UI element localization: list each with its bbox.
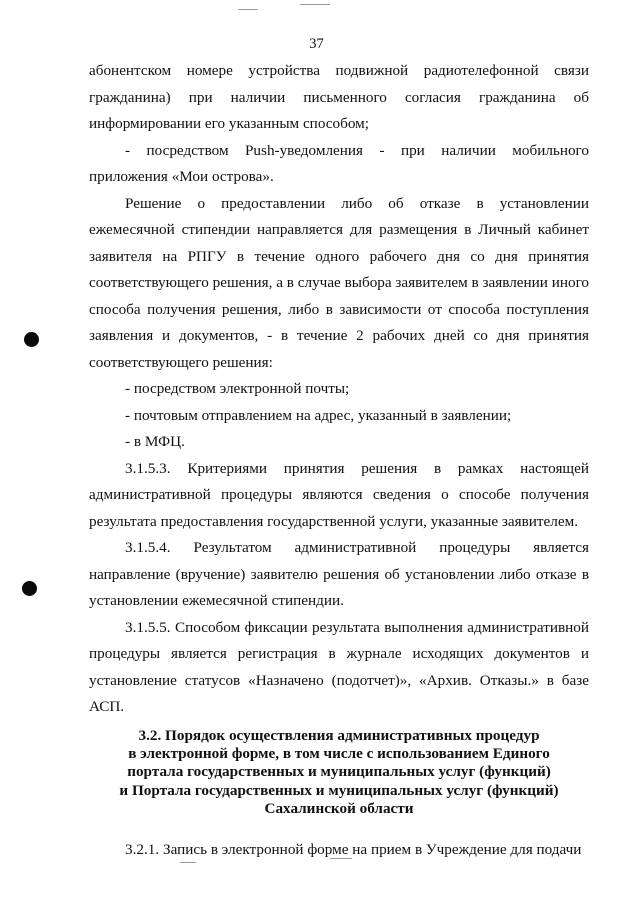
spacer bbox=[89, 819, 589, 837]
paragraph-3-1-5-4: 3.1.5.4. Результатом административной процедуры является направление (вручение) заявителю решения об установлении либо отказе в установлении ежемесячной стипендии. bbox=[89, 539, 589, 609]
paragraph-decision-delivery: Решение о предоставлении либо об отказе в установлении ежемесячной стипендии направляется для размещения в Личный кабинет заявителя на РПГУ в течение одного рабочего дня со дня принятия соответствующего решения, а в случае выбора заявителем в заявлении иного способа получения решения, либо в зависимости от способа поступления заявления и документов, - в течение 2 рабочих дней со дня принятия соответствующего решения: bbox=[89, 194, 590, 371]
scan-noise bbox=[180, 862, 196, 863]
punch-hole-mark bbox=[22, 581, 37, 596]
scan-noise bbox=[300, 4, 330, 5]
list-item-email: - посредством электронной почты; bbox=[125, 380, 350, 397]
heading-line: портала государственных и муниципальных услуг (функций) bbox=[127, 763, 551, 781]
section-heading-3-2 bbox=[89, 727, 589, 819]
scan-noise bbox=[330, 858, 352, 859]
heading-line: в электронной форме, в том числе с использованием Единого bbox=[128, 744, 550, 762]
paragraph-push-notification: - посредством Push-уведомления - при наличии мобильного приложения «Мои острова». bbox=[89, 141, 589, 185]
scan-noise bbox=[238, 9, 258, 10]
paragraph-3-1-5-3: 3.1.5.3. Критериями принятия решения в рамках настоящей административной процедуры являются сведения о способе получения результата предоставления государственной услуги, указанные заявителем. bbox=[89, 459, 589, 530]
heading-line: Сахалинской области bbox=[264, 800, 414, 818]
list-item-postal: - почтовым отправлением на адрес, указанный в заявлении; bbox=[125, 406, 512, 424]
punch-hole-mark bbox=[24, 332, 39, 347]
paragraph-3-1-5-5: 3.1.5.5. Способом фиксации результата выполнения административной процедуры является регистрация в журнале исходящих документов и установление статусов «Назначено (подотчет)», «Архив. Отказы.» в базе АСП. bbox=[89, 618, 589, 715]
paragraph-continuation: абонентском номере устройства подвижной радиотелефонной связи гражданина) при наличии письменного согласия гражданина об информировании его указанным способом; bbox=[89, 62, 589, 132]
document-body bbox=[89, 58, 589, 863]
heading-line: 3.2. Порядок осуществления административных процедур bbox=[138, 726, 540, 744]
list-item-mfc: - в МФЦ. bbox=[125, 433, 185, 450]
page-number: 37 bbox=[309, 36, 324, 52]
paragraph-3-2-1: 3.2.1. Запись в электронной форме на прием в Учреждение для подачи bbox=[125, 840, 582, 858]
heading-line: и Портала государственных и муниципальных услуг (функций) bbox=[119, 781, 559, 799]
